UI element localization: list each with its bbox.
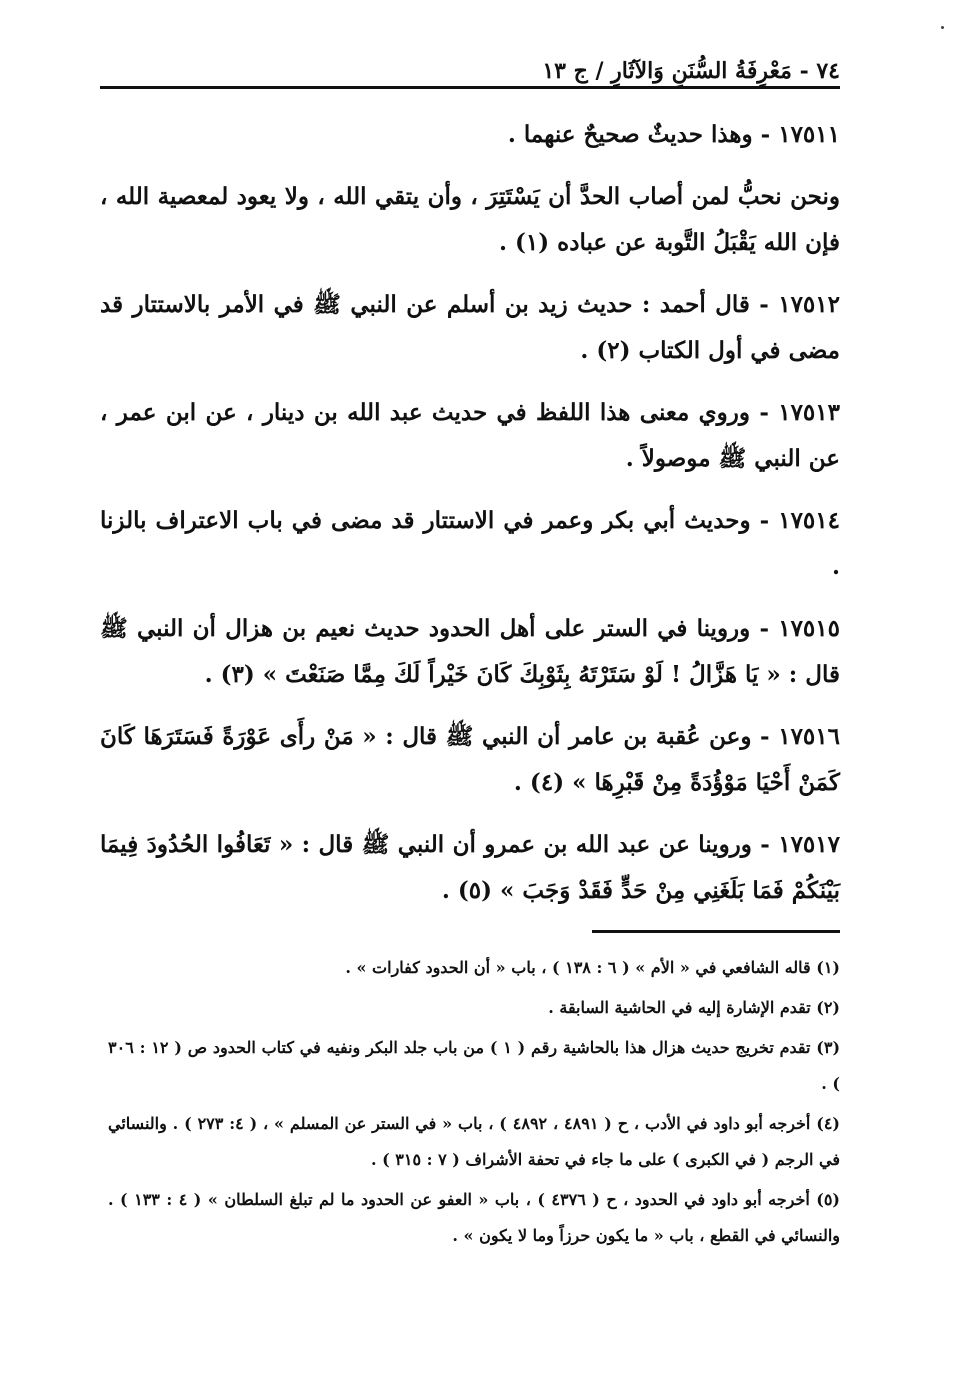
footnote-1: (١) قاله الشافعي في « الأم » ( ٦ : ١٣٨ ) ، باب « أن الحدود كفارات » . (345, 958, 840, 977)
page-header (100, 58, 840, 98)
header-rule (100, 86, 840, 89)
running-title: ٧٤ - مَعْرِفَةُ السُّنَنِ وَالآثَارِ / ج ١٣ (528, 58, 840, 84)
footnote-4: (٤) أخرجه أبو داود في الأدب ، ح ( ٤٨٩١ ، ٤٨٩٢ ) ، باب « في الستر عن المسلم » ، ( ٤: ٢٧٣ ) . والنسائي في الرجم ( في الكبرى ) على ما جاء في تحفة الأشراف ( ٧ : ٣١٥ ) . (108, 1114, 840, 1169)
paragraph-17515: ١٧٥١٥ - وروينا في الستر على أهل الحدود حديث نعيم بن هزال أن النبي ﷺ قال : « يَا هَزَّالُ ! لَوْ سَتَرْتَهُ بِثَوْبِكَ كَانَ خَيْراً لَكَ مِمَّا صَنَعْتَ » (٣) . (100, 615, 840, 688)
main-text (100, 112, 840, 930)
paragraph-17514: ١٧٥١٤ - وحديث أبي بكر وعمر في الاستتار قد مضى في باب الاعتراف بالزنا . (100, 507, 840, 580)
footnotes (108, 950, 840, 1258)
paragraph-17513: ١٧٥١٣ - وروي معنى هذا اللفظ في حديث عبد الله بن دينار ، عن ابن عمر ، عن النبي ﷺ موصولاً . (100, 399, 840, 472)
paragraph-commentary: ونحن نحبُّ لمن أصاب الحدَّ أن يَسْتَتِرَ ، وأن يتقي الله ، ولا يعود لمعصية الله ، فإن الله يَقْبَلُ التَّوبة عن عباده (١) . (100, 183, 840, 256)
footnote-2: (٢) تقدم الإشارة إليه في الحاشية السابقة . (548, 998, 840, 1017)
paragraph-17517: ١٧٥١٧ - وروينا عن عبد الله بن عمرو أن النبي ﷺ قال : « تَعَافُوا الحُدُودَ فِيمَا بَيْنَكُمْ فَمَا بَلَغَنِي مِنْ حَدٍّ فَقَدْ وَجَبَ » (٥) . (100, 831, 840, 904)
paragraph-17512: ١٧٥١٢ - قال أحمد : حديث زيد بن أسلم عن النبي ﷺ في الأمر بالاستتار قد مضى في أول الكتاب (٢) . (100, 291, 840, 364)
footnote-5: (٥) أخرجه أبو داود في الحدود ، ح ( ٤٣٧٦ ) ، باب « العفو عن الحدود ما لم تبلغ السلطان » ( ٤ : ١٣٣ ) . والنسائي في القطع ، باب « ما يكون حرزاً وما لا يكون » . (108, 1190, 840, 1245)
scan-speck (941, 26, 944, 29)
paragraph-17516: ١٧٥١٦ - وعن عُقبة بن عامر أن النبي ﷺ قال : « مَنْ رأَى عَوْرَةً فَسَتَرَهَا كَانَ كَمَنْ أَحْيَا مَوْؤُدَةً مِنْ قَبْرِهَا » (٤) . (100, 723, 840, 796)
footnote-3: (٣) تقدم تخريج حديث هزال هذا بالحاشية رقم ( ١ ) من باب جلد البكر ونفيه في كتاب الحدود ص ( ١٢ : ٣٠٦ ) . (108, 1038, 841, 1093)
footnote-separator (592, 930, 840, 933)
paragraph-17511: ١٧٥١١ - وهذا حديثٌ صحيحٌ عنهما . (507, 121, 840, 148)
